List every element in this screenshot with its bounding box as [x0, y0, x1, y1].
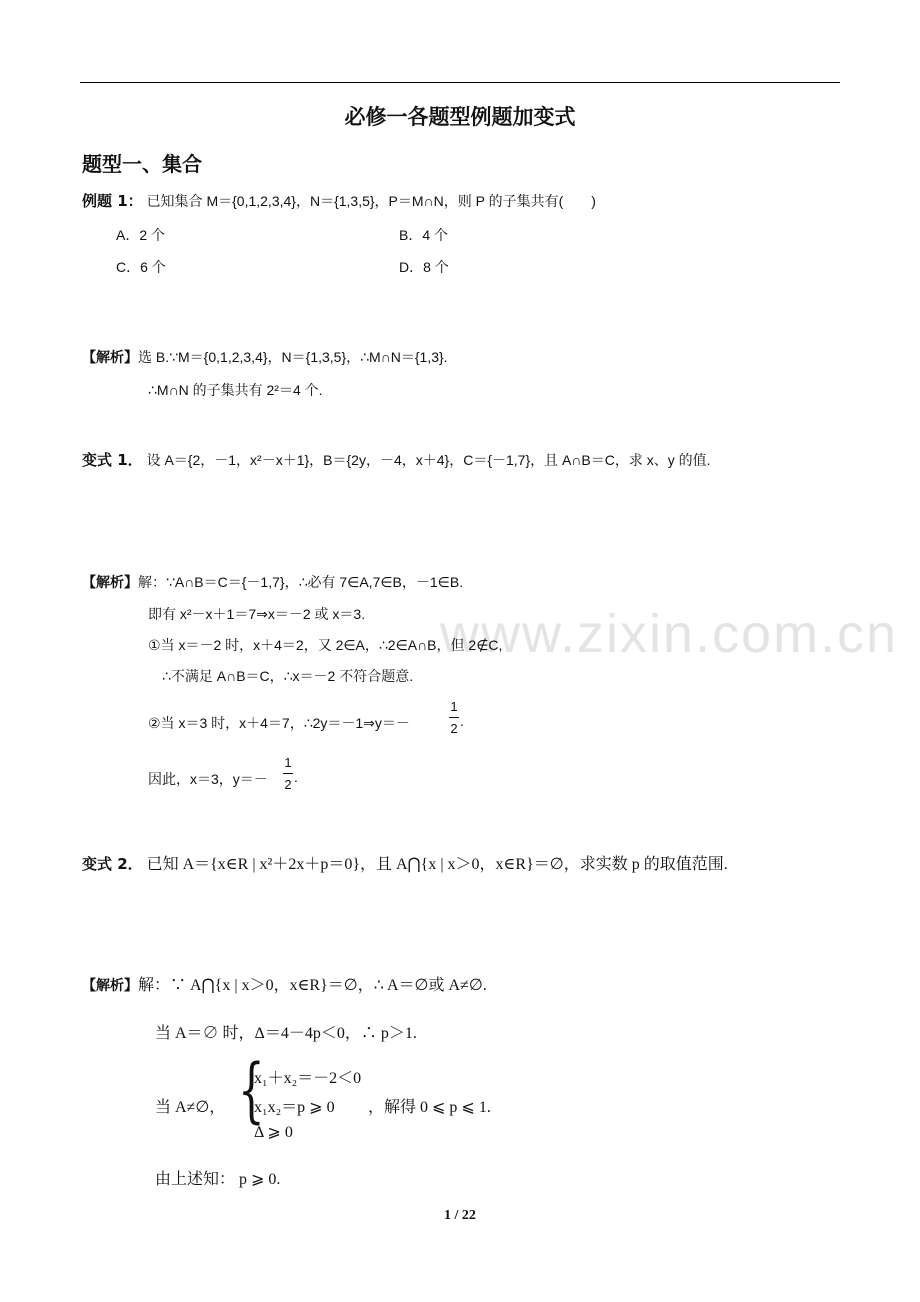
fraction-bar	[449, 717, 459, 718]
fraction-denominator: 2	[450, 721, 458, 736]
analysis-tag: 【解析】	[82, 575, 138, 591]
section-heading: 题型一、集合	[82, 152, 202, 176]
example1-question-line	[82, 190, 596, 211]
period: .	[460, 713, 464, 729]
variant1-line2: 即有 x²－x＋1＝7⇒x＝－2 或 x＝3.	[148, 606, 366, 622]
system-eq3: Δ ⩾ 0	[254, 1124, 293, 1141]
option-b: B．4 个	[399, 227, 449, 243]
option-a: A．2 个	[116, 227, 166, 243]
system-eq1: x₁＋x₂＝－2＜0	[254, 1070, 362, 1087]
analysis-tag: 【解析】	[82, 978, 138, 994]
fraction-numerator: 1	[284, 755, 292, 770]
example1-question: 已知集合 M＝{0,1,2,3,4}，N＝{1,3,5}，P＝M∩N，则 P 的子集共有( )	[146, 193, 596, 209]
variant1-line3: ①当 x＝－2 时，x＋4＝2，又 2∈A，∴2∈A∩B，但 2∉C,	[148, 637, 503, 653]
example1-analysis-line1	[82, 347, 448, 367]
fraction-denominator: 2	[284, 777, 292, 792]
system-brace: {	[238, 1049, 265, 1131]
variant1-line6: 因此，x＝3，y＝－	[148, 771, 268, 787]
variant1-analysis-line1	[82, 572, 463, 592]
variant1-line5: ②当 x＝3 时，x＋4＝7，∴2y＝－1⇒y＝－	[148, 715, 410, 731]
page-number: 1 / 22	[444, 1208, 476, 1223]
variant2-question-line	[82, 851, 728, 874]
period: .	[294, 769, 298, 785]
variant1-question: 设 A＝{2，－1，x²－x＋1}，B＝{2y，－4，x＋4}，C＝{－1,7}，且 A∩B＝C，求 x、y 的值.	[146, 452, 711, 468]
variant1-line4: ∴不满足 A∩B＝C，∴x＝－2 不符合题意.	[162, 668, 414, 684]
page-title: 必修一各题型例题加变式	[344, 105, 576, 129]
system-eq2: x₁x₂＝p ⩾ 0	[254, 1099, 335, 1116]
variant1-label: 变式 1．	[82, 451, 143, 469]
variant2-line5: 由上述知： p ⩾ 0.	[155, 1171, 281, 1188]
variant1-analysis-text1: 解：∵A∩B＝C＝{－1,7}，∴必有 7∈A,7∈B，－1∈B.	[138, 574, 464, 590]
example1-analysis-line2: ∴M∩N 的子集共有 2²＝4 个.	[148, 382, 323, 398]
variant2-line3: 当 A≠∅，	[155, 1099, 226, 1116]
fraction-numerator: 1	[450, 699, 458, 714]
analysis-tag: 【解析】	[82, 350, 138, 366]
variant1-question-line	[82, 449, 711, 470]
option-c: C．6 个	[116, 259, 166, 275]
variant2-line4: ，解得 0 ⩽ p ⩽ 1.	[368, 1099, 491, 1116]
variant2-analysis-text1: 解：∵ A⋂{x | x＞0，x∈R}＝∅，∴ A＝∅或 A≠∅.	[138, 977, 487, 994]
option-d: D．8 个	[399, 259, 449, 275]
header-rule	[80, 82, 840, 83]
example1-label: 例题 1：	[82, 192, 143, 210]
example1-analysis-text1: 选 B.∵M＝{0,1,2,3,4}，N＝{1,3,5}，∴M∩N＝{1,3}.	[138, 349, 448, 365]
variant2-analysis-line1	[82, 972, 487, 995]
watermark: www.zixin.com.cn	[440, 604, 899, 664]
variant2-question: 已知 A＝{x∈R | x²＋2x＋p＝0}，且 A⋂{x | x＞0，x∈R}＝∅，求实数 p 的取值范围.	[146, 856, 728, 873]
variant2-label: 变式 2．	[82, 855, 143, 873]
fraction-bar	[283, 773, 293, 774]
variant2-line2: 当 A＝∅ 时，Δ＝4－4p＜0，∴ p＞1.	[155, 1025, 417, 1042]
